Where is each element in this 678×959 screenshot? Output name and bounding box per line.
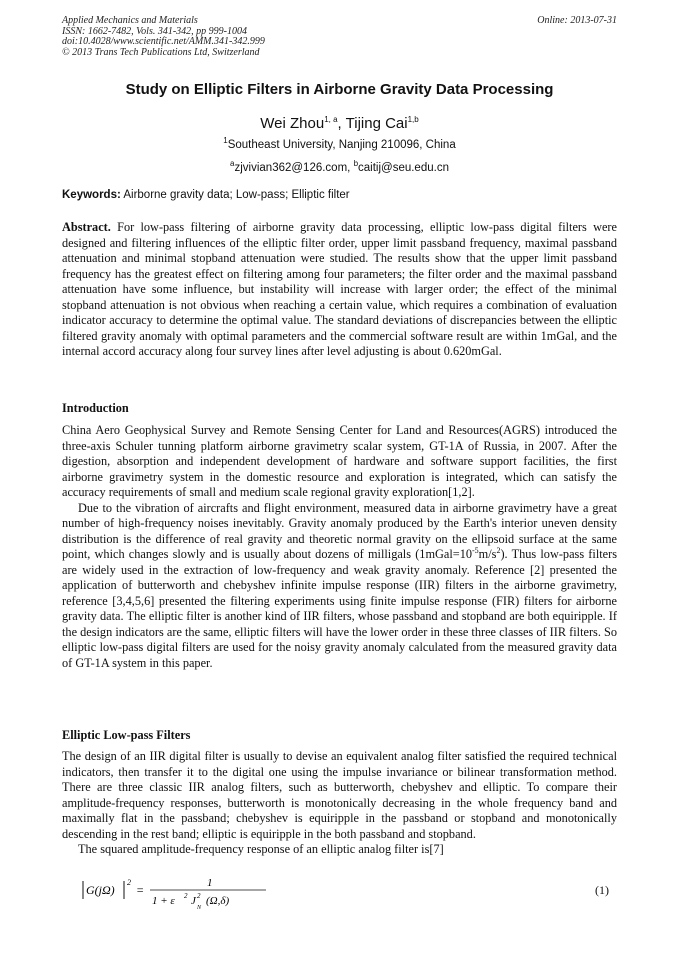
author-superscript: 1,b xyxy=(407,115,419,124)
paper-title: Study on Elliptic Filters in Airborne Gravity Data Processing xyxy=(125,81,554,98)
elliptic-paragraph-1: The design of an IIR digital filter is usually to devise an equivalent analog filter satisfied the required technical indicators, then transfer it to the digital one using the impulse invariance or bilinear transformation method. There are three classic IIR analog filters, such as butterworth, chebyshev and elliptic. To compare their amplitude-frequency responses, butterworth is monotonically decreasing in the whole frequency band and maximally flat in the passband; chebyshev is equiripple in the passband or stopband and monotonically descending in the rest band; elliptic is equiripple in the both passband and stopband. xyxy=(62,749,617,841)
exponent: -5 xyxy=(472,545,479,555)
doi-line: doi:10.4028/www.scientific.net/AMM.341-342.999 xyxy=(62,36,265,47)
intro-p2-text: m/s xyxy=(478,547,497,561)
eq-den-one: 1 + ε xyxy=(152,895,175,907)
eq-lhs: G(jΩ) xyxy=(86,883,115,897)
intro-paragraph-1: China Aero Geophysical Survey and Remote Sensing Center for Land and Resources(AGRS) introduced the three-axis Schuler tunning platform airborne gravimetry scalar system, GT-1A of Russia, in 2007. After the digestion, absorption and independent development of hardware and software support facilities, the first airborne gravimetry system in the domestic resource and exploration is integrated, which can satisfy the accuracy requirements of small and medium scale regional gravity exploration[1,2]. xyxy=(62,423,617,499)
affiliation-superscript: 1 xyxy=(223,136,228,146)
email-superscript: b xyxy=(353,159,359,169)
elliptic-paragraph-2: The squared amplitude-frequency response of an elliptic analog filter is[7] xyxy=(78,842,444,856)
equation-number: (1) xyxy=(595,883,609,897)
email-link[interactable]: zjvivian362@126.com, xyxy=(234,162,354,174)
eq-den-j: J xyxy=(191,895,196,907)
exponent: 2 xyxy=(496,545,501,555)
author-name: Tijing Cai xyxy=(345,115,408,132)
author-emails xyxy=(62,159,617,174)
intro-paragraph-2 xyxy=(62,501,617,672)
author-name: Wei Zhou xyxy=(260,115,325,132)
eq-den-j-sub: N xyxy=(197,905,202,911)
abstract-text: For low-pass filtering of airborne gravity data processing, elliptic low-pass digital filters were designed and filtering influences of the elliptic filter order, upper limit passband frequency, maximal passband attenuation and minimal stopband attenuation were studied. The results show that the upper limit passband frequency has the greatest effect on filtering among four parameters; the filter order and the maximal passband attenuation have some influence, but instability will increase with larger order; the effect of the minimal stopband attenuation is not obvious when reaching a certain value, which requires a combination of evaluation indicator accuracy to determine the optimal value. The standard deviations of discrepancies between the elliptic filtered gravity anomaly with optimal parameters and the commercial software result are within 1mGal, and the internal accord accuracy along four survey lines after level adjusting is about 0.620mGal. xyxy=(62,220,617,358)
author-list xyxy=(62,115,617,132)
eq-den-eps-exp: 2 xyxy=(184,892,188,900)
journal-name: Applied Mechanics and Materials xyxy=(62,15,198,26)
section-heading-introduction: Introduction xyxy=(62,401,129,415)
eq-numerator: 1 xyxy=(207,877,213,889)
abstract-label: Abstract. xyxy=(62,220,111,234)
equation-1 xyxy=(80,873,617,913)
elliptic-body xyxy=(62,749,617,858)
introduction-body xyxy=(62,423,617,671)
eq-lhs-exponent: 2 xyxy=(127,878,131,887)
keywords xyxy=(62,189,617,201)
intro-p2-text: ). Thus low-pass filters are widely used in the extraction of low-frequency and weak gravity anomaly. Reference [2] presented the application of butterworth and chebyshev infinite impulse response (IIR) filters in the airborne gravimetry, reference [3,4,5,6] presented the filtering experiments using finite impulse response (FIR) filters for airborne gravity data. The elliptic filter is another kind of IIR filters, whose passband and stopband are both equiripple. If the design indicators are the same, elliptic filters will have the lower order in these three classes of IIR filters. So elliptic low-pass digital filters are used for the noisy gravity anomaly calculated from the measured gravity data of GT-1A system in this paper. xyxy=(62,547,617,670)
copyright-line: © 2013 Trans Tech Publications Ltd, Switzerland xyxy=(62,46,260,58)
abstract xyxy=(62,220,617,360)
eq-equals: = xyxy=(136,883,145,897)
eq-den-args: (Ω,δ) xyxy=(206,895,230,907)
equation-svg xyxy=(80,873,280,913)
keywords-label: Keywords: xyxy=(62,189,121,201)
email-link[interactable]: caitij@seu.edu.cn xyxy=(358,162,449,174)
journal-header xyxy=(62,16,617,58)
affiliation-text: Southeast University, Nanjing 210096, China xyxy=(227,139,456,151)
affiliation xyxy=(62,136,617,151)
issn-line: ISSN: 1662-7482, Vols. 341-342, pp 999-1004 xyxy=(62,25,247,37)
eq-den-j-sup: 2 xyxy=(197,892,201,900)
email-superscript: a xyxy=(230,159,235,169)
section-heading-elliptic: Elliptic Low-pass Filters xyxy=(62,728,191,742)
online-date: Online: 2013-07-31 xyxy=(537,15,617,26)
author-superscript: 1, a xyxy=(324,115,338,124)
author-separator: , xyxy=(337,115,346,132)
keywords-text: Airborne gravity data; Low-pass; Elliptic filter xyxy=(120,189,350,201)
intro-p2-text: Due to the vibration of aircrafts and flight environment, measured data in airborne gravimetry have a great number of high-frequency noises inevitably. Gravity anomaly produced by the Earth's interior uneven density distribution is the difference of real gravity and theoretic normal gravity on the ellipsoid surface at the same point, which changes slowly and is usually about dozens of milligals (1mGal=10 xyxy=(62,500,617,561)
